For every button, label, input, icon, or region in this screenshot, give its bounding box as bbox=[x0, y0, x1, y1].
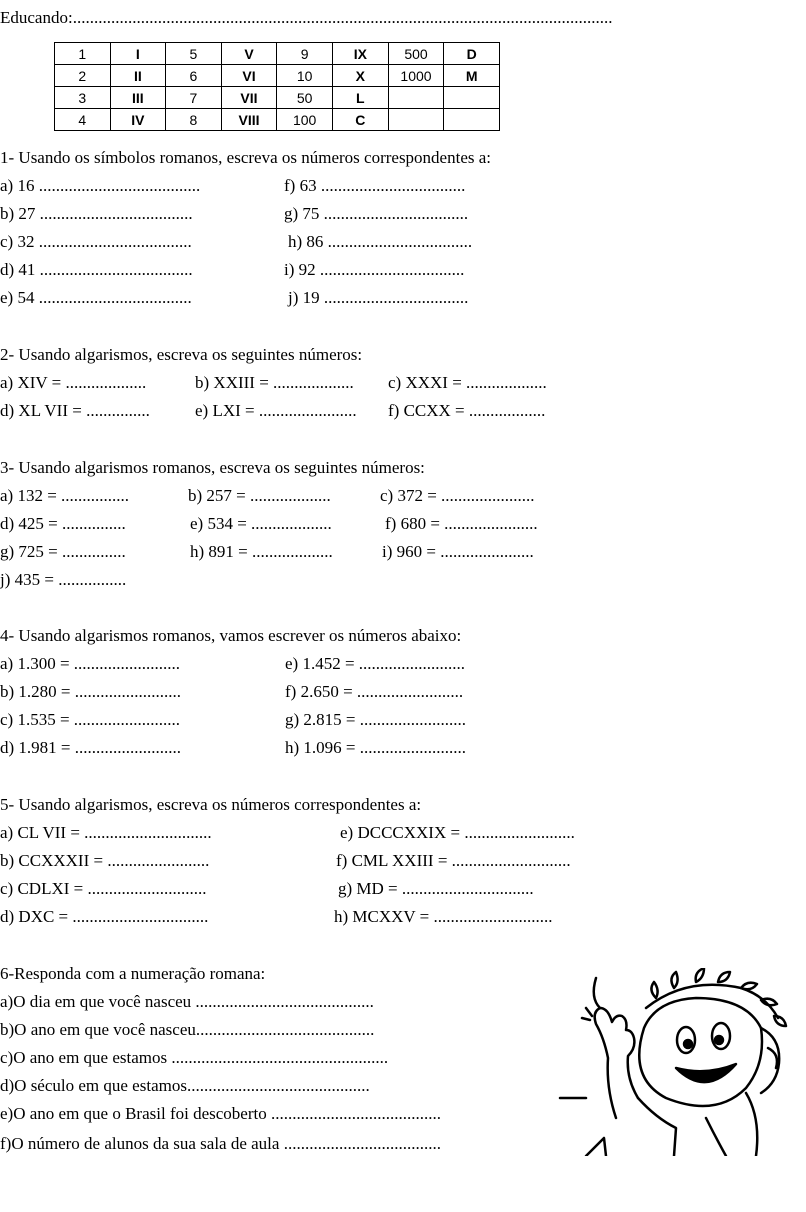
question-3-title: 3- Usando algarismos romanos, escreva os seguintes números: bbox=[0, 458, 425, 477]
question-1-item[interactable]: j) 19 .................................. bbox=[288, 288, 469, 307]
question-4-item[interactable]: f) 2.650 = ......................... bbox=[285, 682, 464, 701]
question-1-item[interactable]: c) 32 .................................... bbox=[0, 232, 192, 251]
question-1-item[interactable]: f) 63 .................................. bbox=[284, 176, 466, 195]
question-2-item[interactable]: b) XXIII = ................... bbox=[195, 373, 354, 392]
question-2-item[interactable]: d) XL VII = ............... bbox=[0, 401, 150, 420]
question-5-title: 5- Usando algarismos, escreva os números correspondentes a: bbox=[0, 795, 422, 814]
question-4-item[interactable]: e) 1.452 = ......................... bbox=[285, 654, 466, 673]
table-cell: 3 bbox=[55, 87, 111, 109]
question-3-item[interactable]: g) 725 = ............... bbox=[0, 542, 126, 561]
question-5-item[interactable]: b) CCXXXII = ........................ bbox=[0, 851, 210, 870]
student-name-line[interactable]: Educando:............................................................................................................................... bbox=[0, 8, 613, 27]
table-row bbox=[55, 87, 500, 109]
question-3-item[interactable]: b) 257 = ................... bbox=[188, 486, 331, 505]
table-cell: III bbox=[110, 87, 166, 109]
table-cell: 50 bbox=[277, 87, 333, 109]
question-5-item[interactable]: h) MCXXV = ............................ bbox=[334, 907, 553, 926]
question-3-item[interactable]: h) 891 = ................... bbox=[190, 542, 333, 561]
question-1-item[interactable]: g) 75 .................................. bbox=[284, 204, 469, 223]
table-cell: 500 bbox=[388, 43, 444, 65]
question-3-item[interactable]: f) 680 = ...................... bbox=[385, 514, 538, 533]
question-6-item[interactable]: a)O dia em que você nasceu .......................................... bbox=[0, 992, 374, 1011]
table-cell: V bbox=[221, 43, 277, 65]
table-row bbox=[55, 43, 500, 65]
table-cell: 7 bbox=[166, 87, 222, 109]
roman-numerals-reference-table bbox=[54, 42, 500, 131]
table-cell: M bbox=[444, 65, 500, 87]
table-cell: 2 bbox=[55, 65, 111, 87]
question-1-item[interactable]: e) 54 .................................... bbox=[0, 288, 192, 307]
table-cell bbox=[388, 87, 444, 109]
question-3-item[interactable]: c) 372 = ...................... bbox=[380, 486, 535, 505]
table-cell: VII bbox=[221, 87, 277, 109]
question-5-item[interactable]: a) CL VII = .............................. bbox=[0, 823, 212, 842]
table-cell: D bbox=[444, 43, 500, 65]
question-5-item[interactable]: c) CDLXI = ............................ bbox=[0, 879, 207, 898]
question-6-item[interactable]: e)O ano em que o Brasil foi descoberto ........................................ bbox=[0, 1104, 441, 1123]
question-5-item[interactable]: g) MD = ............................... bbox=[338, 879, 534, 898]
table-cell: 4 bbox=[55, 109, 111, 131]
question-1-item[interactable]: h) 86 .................................. bbox=[288, 232, 473, 251]
question-3-item[interactable]: e) 534 = ................... bbox=[190, 514, 332, 533]
question-4-item[interactable]: h) 1.096 = ......................... bbox=[285, 738, 466, 757]
table-cell bbox=[444, 87, 500, 109]
question-4-item[interactable]: b) 1.280 = ......................... bbox=[0, 682, 181, 701]
table-cell bbox=[388, 109, 444, 131]
table-cell: 5 bbox=[166, 43, 222, 65]
question-4-title: 4- Usando algarismos romanos, vamos escrever os números abaixo: bbox=[0, 626, 462, 645]
table-cell: 9 bbox=[277, 43, 333, 65]
question-1-item[interactable]: i) 92 .................................. bbox=[284, 260, 465, 279]
question-6-item[interactable]: c)O ano em que estamos ................................................... bbox=[0, 1048, 389, 1067]
question-6-item[interactable]: d)O século em que estamos........................................... bbox=[0, 1076, 370, 1095]
question-3-item[interactable]: j) 435 = ................ bbox=[0, 570, 127, 589]
table-cell: 8 bbox=[166, 109, 222, 131]
table-cell: IV bbox=[110, 109, 166, 131]
question-1-item[interactable]: b) 27 .................................... bbox=[0, 204, 193, 223]
question-2-item[interactable]: a) XIV = ................... bbox=[0, 373, 147, 392]
question-3-item[interactable]: i) 960 = ...................... bbox=[382, 542, 534, 561]
question-1-item[interactable]: d) 41 .................................... bbox=[0, 260, 193, 279]
table-row bbox=[55, 109, 500, 131]
question-6-item[interactable]: b)O ano em que você nasceu.......................................... bbox=[0, 1020, 375, 1039]
question-6-item[interactable]: f)O número de alunos da sua sala de aula ..................................... bbox=[0, 1134, 441, 1153]
table-cell: II bbox=[110, 65, 166, 87]
table-cell: IX bbox=[333, 43, 389, 65]
question-4-item[interactable]: d) 1.981 = ......................... bbox=[0, 738, 181, 757]
table-cell: 100 bbox=[277, 109, 333, 131]
question-4-item[interactable]: g) 2.815 = ......................... bbox=[285, 710, 466, 729]
table-cell bbox=[444, 109, 500, 131]
table-cell: X bbox=[333, 65, 389, 87]
question-4-item[interactable]: a) 1.300 = ......................... bbox=[0, 654, 181, 673]
question-2-item[interactable]: c) XXXI = ................... bbox=[388, 373, 547, 392]
roman-child-illustration bbox=[556, 968, 790, 1156]
question-2-title: 2- Usando algarismos, escreva os seguintes números: bbox=[0, 345, 363, 364]
table-cell: I bbox=[110, 43, 166, 65]
table-cell: L bbox=[333, 87, 389, 109]
question-5-item[interactable]: d) DXC = ................................ bbox=[0, 907, 209, 926]
question-5-item[interactable]: f) CML XXIII = ............................ bbox=[336, 851, 571, 870]
question-1-item[interactable]: a) 16 ...................................... bbox=[0, 176, 201, 195]
question-2-item[interactable]: e) LXI = ....................... bbox=[195, 401, 357, 420]
table-row bbox=[55, 65, 500, 87]
question-6-title: 6-Responda com a numeração romana: bbox=[0, 964, 266, 983]
question-4-item[interactable]: c) 1.535 = ......................... bbox=[0, 710, 181, 729]
question-5-item[interactable]: e) DCCCXXIX = .......................... bbox=[340, 823, 575, 842]
table-cell: 1 bbox=[55, 43, 111, 65]
table-cell: 6 bbox=[166, 65, 222, 87]
table-cell: VI bbox=[221, 65, 277, 87]
table-cell: 10 bbox=[277, 65, 333, 87]
question-3-item[interactable]: d) 425 = ............... bbox=[0, 514, 126, 533]
question-3-item[interactable]: a) 132 = ................ bbox=[0, 486, 130, 505]
table-cell: C bbox=[333, 109, 389, 131]
question-1-title: 1- Usando os símbolos romanos, escreva os números correspondentes a: bbox=[0, 148, 492, 167]
question-2-item[interactable]: f) CCXX = .................. bbox=[388, 401, 546, 420]
table-cell: 1000 bbox=[388, 65, 444, 87]
table-cell: VIII bbox=[221, 109, 277, 131]
